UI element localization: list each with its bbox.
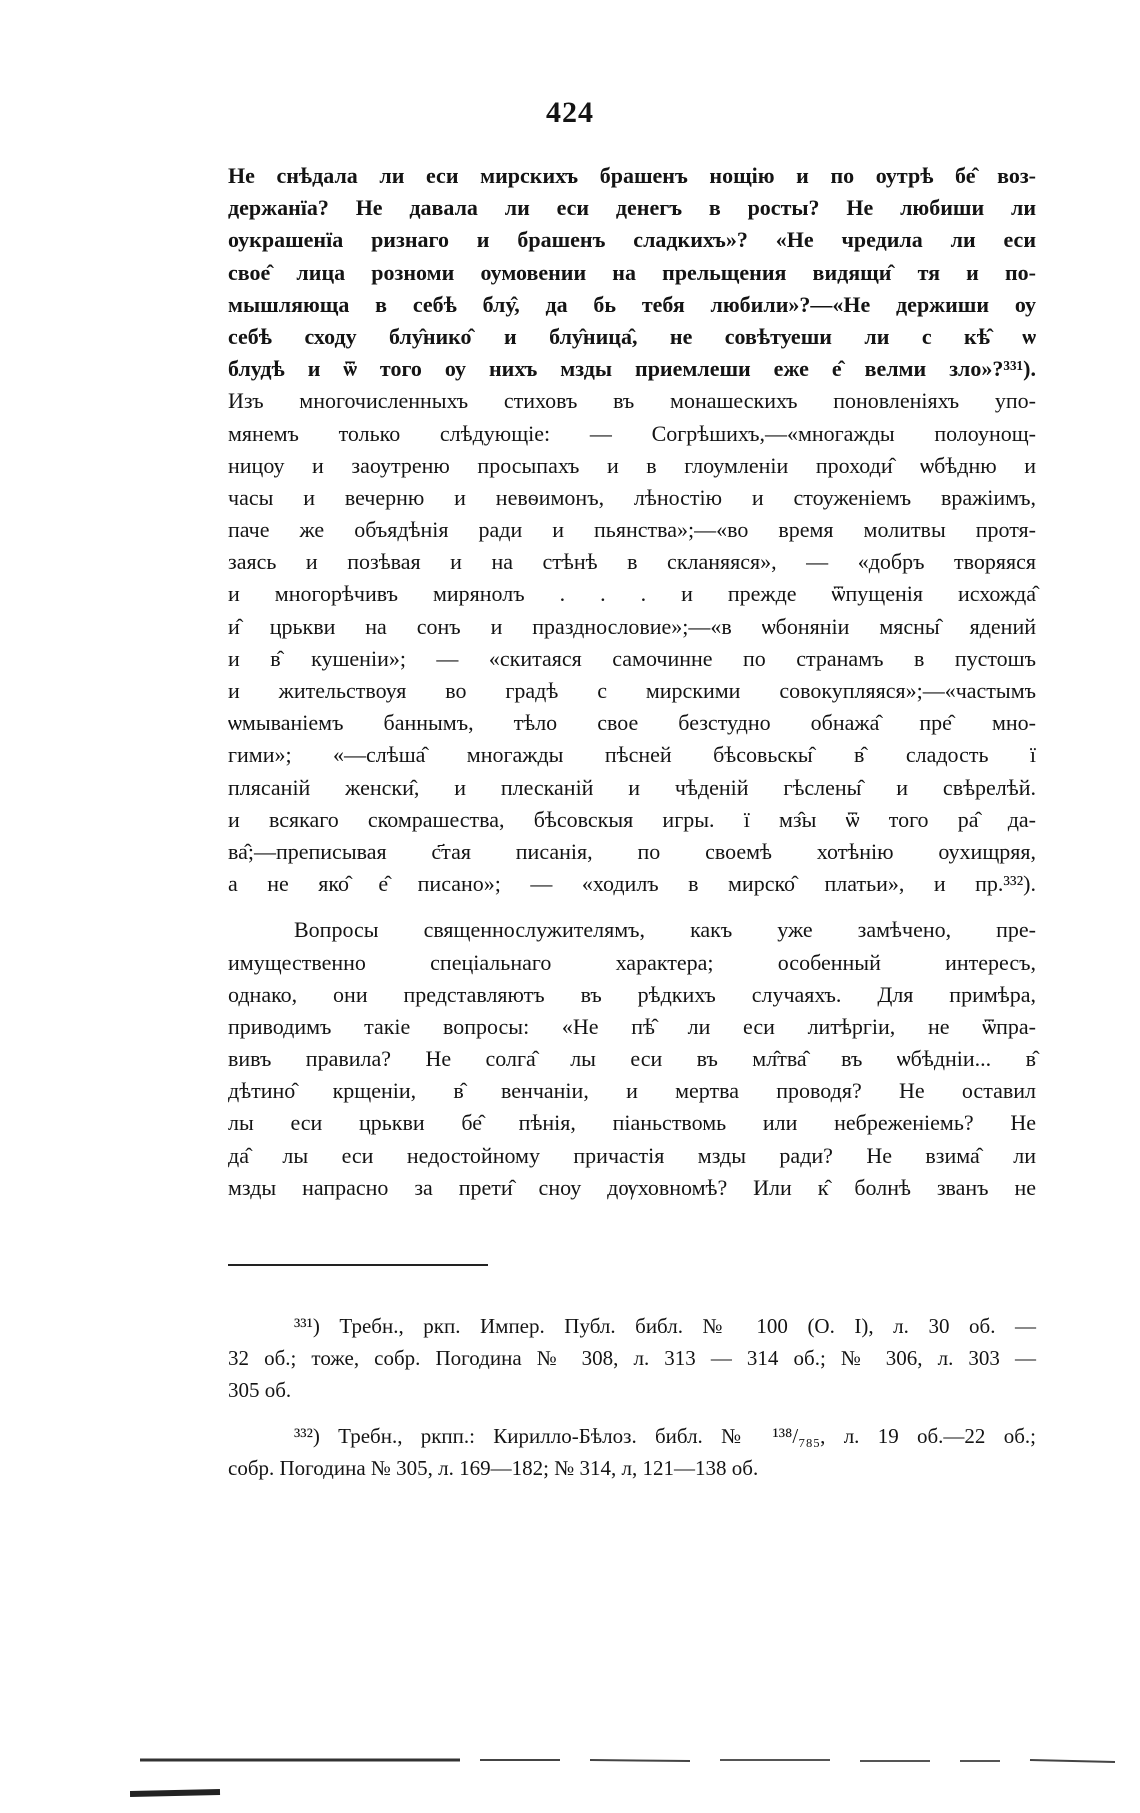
text-line: приводимъ такіе вопросы: «Не пѣ̂ ли еси литѣргіи, не ѿпра- [228,1013,1036,1039]
text-line: заясь и позѣвая и на стѣнѣ в скланяяся», — «добръ творяяся [228,549,1036,575]
text-line: Не снѣдала ли еси мирскихъ брашенъ нощію и по оутрѣ бе̂ воз- [228,163,1036,188]
text-line: и жительствоуя во градѣ с мирскими совокупляяся»;—«частымъ [228,678,1036,703]
text-line: вивъ правила? Не солга̂ лы еси въ мл̂тва̂ въ ѡбѣдніи... в̂ [228,1046,1036,1072]
footnote-line: 32 об.; тоже, собр. Погодина № 308, л. 313 — 314 об.; № 306, л. 303 — [228,1346,1036,1370]
text-line: имущественно спеціальнаго характера; особенный интересъ, [228,949,1036,975]
text-line: паче же объядѣнія ради и пьянства»;—«во время молитвы протя- [228,517,1036,543]
text-line: ѡмываніемъ баннымъ, тѣло свое безстудно обнажа̂ пре̂ мно- [228,710,1036,736]
text-line: часы и вечерню и невѳимонъ, лѣностію и стоуженіемъ вражіимъ, [228,484,1036,510]
text-line: ва̂;—преписывая с҃тая писанія, по своемѣ хотѣнію оухищряя, [228,838,1036,864]
footnote-332 [228,1420,1036,1484]
text-line: и всякаго скомрашества, бѣсовскыя игры. ї мз̂ы ѿ того ра̂ да- [228,806,1036,832]
text-line: однако, они представляютъ въ рѣдкихъ случаяхъ. Для примѣра, [228,981,1036,1007]
text-line: и̂ црькви на сонъ и празднословие»;—«в ѡбоняніи мясны̂ ядений [228,613,1036,639]
text-line: а не яко̂ е̂ писано»; — «ходилъ в мирско̂ платьи», и пр.³³²). [228,871,1036,897]
text-line: себѣ сходу блу̂нико̂ и блу̂ница̂, не совѣтуеши ли с кѣ̂ ѡ [228,323,1036,349]
text-line: дѣтино̂ крщеніи, в̂ венчаніи, и мертва проводя? Не оставил [228,1078,1036,1104]
text-line: мзды напрасно за прети̂ сноу дѹховномѣ? Или к̂ болнѣ званъ не [228,1174,1036,1200]
footnote-331 [228,1310,1036,1406]
main-text [228,160,1036,1204]
text-line: и многорѣчивъ мирянолъ . . . и прежде ѿпущенія исхожда̂ [228,581,1036,607]
text-line: оукрашенїа ризнаго и брашенъ сладкихъ»? «Не чредила ли еси [228,227,1036,253]
text-line: держанїа? Не давала ли еси денегъ в росты? Не любиши ли [228,195,1036,221]
text-line: лы еси црькви бе̂ пѣнія, піаньствомь или небреженіемь? Не [228,1110,1036,1136]
page-number: 424 [546,96,594,129]
footnote-line: ³³¹) Требн., ркп. Импер. Публ. библ. № 100 (О. I), л. 30 об. — [294,1314,1036,1338]
text-line: да̂ лы еси недостойному причастія мзды ради? Не взима̂ ли [228,1142,1036,1168]
footnote-line: 305 об. [228,1378,292,1402]
text-line: свое̂ лица розноми оумовении на прельщения видящи̂ тя и по- [228,259,1036,285]
footnotes [228,1310,1036,1484]
text-line: ницоу и заоутреню просыпахъ и в глоумленіи проходи̂ ѡбѣдню и [228,452,1036,478]
footnote-line: ³³²) Требн., ркпп.: Кирилло-Бѣлоз. библ. № ¹³⁸/₇₈₅, л. 19 об.—22 об.; [294,1424,1036,1448]
text-line: плясаній женски̂, и плесканій и чѣденій гѣслены̂ и свѣрелѣй. [228,774,1036,800]
text-line: гими»; «—слѣша̂ многажды пѣсней бѣсовьскы̂ в̂ сладость ї [228,742,1036,768]
text-line: Вопросы священнослужителямъ, какъ уже замѣчено, пре- [294,917,1036,943]
footnote-line: собр. Погодина № 305, л. 169—182; № 314, л, 121—138 об. [228,1456,759,1480]
text-line: мянемъ только слѣдующіе: — Согрѣшихъ,—«многажды полоунощ- [228,420,1036,446]
text-line: блудѣ и ѿ того оу нихъ мзды приемлеши еже е̂ велми зло»?³³¹). [228,356,1036,382]
text-line: и в̂ кушеніи»; — «скитаяся самочинне по странамъ в пустошъ [228,645,1036,671]
scan-edge-artifact [130,1742,1120,1802]
text-line: Изъ многочисленныхъ стиховъ въ монашескихъ поновленіяхъ упо- [228,388,1036,414]
footnote-divider [228,1264,488,1266]
text-line: мышляюща в себѣ блу̂, да бь тебя любили»?—«Не держиши оу [228,291,1036,317]
